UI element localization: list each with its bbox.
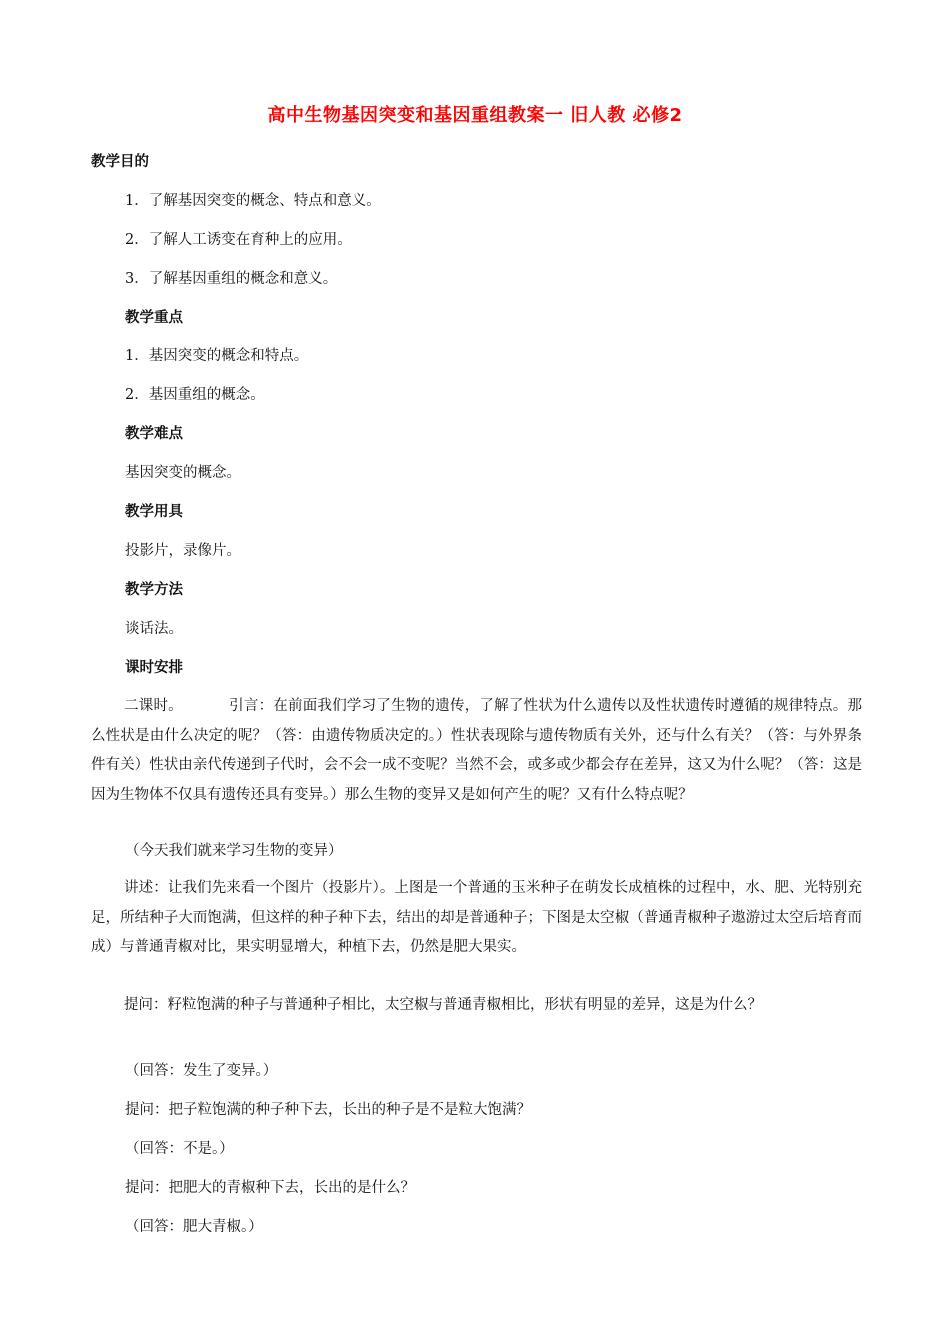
schedule-heading: 课时安排 xyxy=(125,660,183,676)
difficulty-text: 基因突变的概念。 xyxy=(125,465,241,481)
answer-1: （回答：发生了变异。） xyxy=(125,1063,278,1079)
intro-paragraph xyxy=(91,692,862,810)
schedule-lead: 二课时。 xyxy=(124,698,183,714)
intro-text: 引言：在前面我们学习了生物的遗传，了解了性状为什么遗传以及性状遗传时遵循的规律特点。那么性状是由什么决定的呢？（答：由遗传物质决定的。）性状表现除与遗传物质有关外，还与什么有关？（答：与外界条件有关）性状由亲代传递到子代时，会不会一成不变呢？当然不会，或多或少都会存在差异，这又为什么呢？（答：这是因为生物体不仅具有遗传还具有变异。）那么生物的变异又是如何产生的呢？又有什么特点呢？ xyxy=(91,698,863,803)
answer-3: （回答：肥大青椒。） xyxy=(125,1219,263,1235)
objective-item-1: 1．了解基因突变的概念、特点和意义。 xyxy=(125,193,381,209)
tools-text: 投影片，录像片。 xyxy=(125,543,241,559)
objective-item-3: 3．了解基因重组的概念和意义。 xyxy=(125,271,338,287)
key-point-item-1: 1．基因突变的概念和特点。 xyxy=(125,348,309,364)
tools-heading: 教学用具 xyxy=(125,504,183,520)
today-line: （今天我们就来学习生物的变异） xyxy=(125,843,343,859)
answer-2: （回答：不是。） xyxy=(125,1141,234,1157)
question-3: 提问：把肥大的青椒种下去，长出的是什么？ xyxy=(125,1180,415,1196)
question-2: 提问：把子粒饱满的种子种下去，长出的种子是不是粒大饱满？ xyxy=(125,1102,531,1118)
question-1: 提问：籽粒饱满的种子与普通种子相比，太空椒与普通青椒相比，形状有明显的差异，这是为什么？ xyxy=(124,997,762,1013)
document-title: 高中生物基因突变和基因重组教案一 旧人教 必修2 xyxy=(267,105,683,126)
key-point-item-2: 2．基因重组的概念。 xyxy=(125,387,265,403)
difficulty-heading: 教学难点 xyxy=(125,426,183,442)
key-points-heading: 教学重点 xyxy=(125,310,183,326)
objective-item-2: 2．了解人工诱变在育种上的应用。 xyxy=(125,232,352,248)
method-text: 谈话法。 xyxy=(125,621,183,637)
objectives-heading: 教学目的 xyxy=(91,154,149,170)
lecture-paragraph: 讲述：让我们先来看一个图片（投影片）。上图是一个普通的玉米种子在萌发长成植株的过程中，水、肥、光特别充足，所结种子大而饱满，但这样的种子种下去，结出的却是普通种子；下图是太空椒（普通青椒种子遨游过太空后培育而成）与普通青椒对比，果实明显增大，种植下去，仍然是肥大果实。 xyxy=(91,880,862,955)
method-heading: 教学方法 xyxy=(125,582,183,598)
